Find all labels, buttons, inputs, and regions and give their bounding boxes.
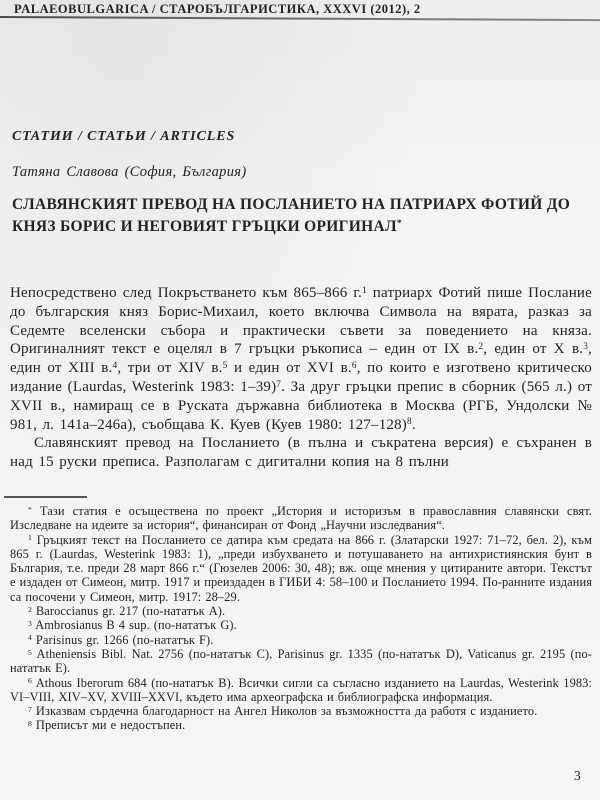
footnote-marker: 8 — [28, 719, 32, 728]
footnote: $^2$ Baroccianus gr. 217 (по-нататък A). — [28, 604, 226, 619]
footnote-ref: 4 — [112, 361, 118, 372]
footnotes — [10, 504, 592, 733]
footnote-ref: 7 — [276, 379, 282, 390]
footnote-marker: 6 — [28, 676, 32, 686]
footnote-ref: 8 — [407, 417, 412, 428]
footnote: * Тази статия е осъществена по проект „История и историзъм в православния славянски свят. Изследване на идеите за история“, финансиран от Фонд „Научни изследвания“. — [10, 504, 592, 533]
footnote: $^6$ Athous Iberorum 684 (по-нататък B). Всички сигли са съгласно изданието на Laurdas, Westerink 1983: VI–VIII, XIV–XV, XVIII–XXVI, където има археографска и библиографска информация. — [10, 675, 592, 704]
footnote: $^7$ Изказвам сърдечна благодарност на Ангел Николов за възможността да работя с изданието. — [28, 704, 538, 719]
footnote-marker: 4 — [28, 633, 32, 643]
footnote: $^4$ Parisinus gr. 1266 (по-нататък F). — [28, 632, 214, 647]
footnote-marker: 5 — [28, 647, 32, 657]
body-paragraphs — [10, 284, 592, 472]
footnote-ref: 5 — [222, 361, 228, 372]
footnote-ref: 6 — [351, 361, 357, 372]
footnote: $^3$ Ambrosianus B 4 sup. (по-нататък G). — [28, 618, 237, 633]
footnote: $^8$ Преписът ми е недостъпен. — [28, 718, 186, 733]
paragraph: Славянският превод на Посланието (в пълна и съкратена версия) е съхранен в над 15 руски преписа. Разполагам с дигитални копия на 8 пълни — [10, 435, 592, 471]
footnote-separator — [4, 496, 87, 498]
footnote-marker: 2 — [28, 604, 32, 614]
footnote-ref: 2 — [478, 342, 484, 353]
footnote: $^1$ Гръцкият текст на Посланието се датира към средата на 866 г. (Златарски 1927: 71–72, бел. 2), към 865 г. (Laurdas, Westerink 1983: 1), „преди избухването и потушаването на антихристиянския бунт в България, т.е. преди 28 март 866 г.“ (Гюзелев 2006: 30, 48); вж. още мнения у цитираните автори. Текстът е издаден от Симеон, митр. 1917 и преиздаден в ГИБИ 4: 58–100 и Посланието 1994. По-ранните издания са посочени у Симеон, митр. 1917: 28–29. — [10, 532, 592, 604]
footnote-marker: * — [28, 504, 32, 514]
footnote: $^5$ Atheniensis Bibl. Nat. 2756 (по-нататък C), Parisinus gr. 1335 (по-нататък D), Vaticanus gr. 2195 (по-нататък E). — [10, 646, 592, 676]
footnote-ref: 3 — [583, 342, 589, 353]
author-line: Татяна Славова (София, България) — [12, 164, 247, 180]
footnote-marker: 1 — [28, 533, 32, 543]
article-title-text: СЛАВЯНСКИЯТ ПРЕВОД НА ПОСЛАНИЕТО НА ПАТРИАРХ ФОТИЙ ДО КНЯЗ БОРИС И НЕГОВИЯТ ГРЪЦКИ ОРИГИНАЛ — [12, 196, 571, 235]
page-number: 3 — [574, 768, 581, 783]
article-title — [12, 194, 590, 237]
title-footnote-marker: * — [396, 218, 402, 230]
footnote-ref: 1 — [361, 285, 367, 296]
paragraph: Непосредствено след Покръстването към 865–866 г.$^1$ патриарх Фотий пише Послание до българския княз Борис-Михаил, което включва Символа на вярата, разказ за Седемте вселенски събора и практически съвети за поведението на княза. Оригиналният текст е оцелял в 7 гръцки ръкописа – един от IX в.$^2$, един от X в.$^3$, един от XIII в.$^4$, три от XIV в.$^5$ и един от XVI в.$^6$, по които е изготвено критическо издание (Laurdas, Westerink 1983: 1–39)$^7$. За друг гръцки препис в сборник (565 л.) от XVII в., намиращ се в Руската държавна библиотека в Москва (РГБ, Ундолски № 981, л. 141а–246а), съобщава К. Куев (Куев 1980: 127–128)$^8$. — [10, 285, 593, 433]
journal-header: PALAEOBULGARICA / СТАРОБЪЛГАРИСТИКА, XXXVI (2012), 2 — [14, 2, 421, 16]
footnote-marker: 7 — [28, 704, 32, 714]
footnote-marker: 3 — [28, 618, 32, 628]
section-heading: СТАТИИ / СТАТЬИ / ARTICLES — [12, 129, 236, 144]
